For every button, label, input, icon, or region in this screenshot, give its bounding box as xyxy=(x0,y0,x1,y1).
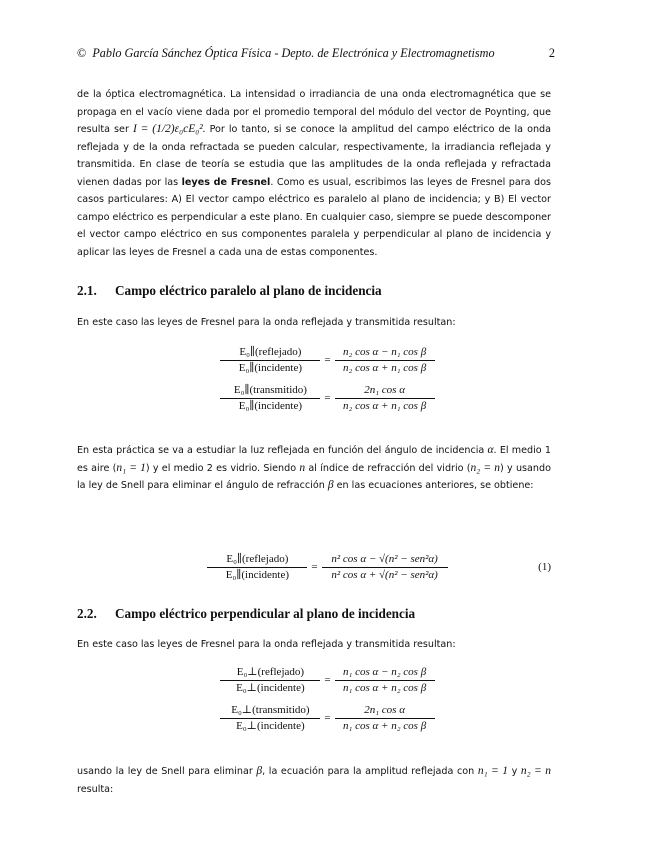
fraction-denominator: n² cos α + √(n² − sen²α) xyxy=(331,568,438,581)
fraction xyxy=(220,703,320,734)
irradiance-formula: I = (1/2)ε₀cE₀². xyxy=(132,123,206,135)
section-title: Campo eléctrico paralelo al plano de incidencia xyxy=(115,283,382,298)
fraction-numerator: n₁ cos α − n₂ cos β xyxy=(343,665,427,678)
fraction-numerator: E₀∥(transmitido) xyxy=(233,383,307,396)
fraction-denominator: E₀⊥(incidente) xyxy=(236,719,305,732)
fraction xyxy=(322,552,448,583)
section-title: Campo eléctrico perpendicular al plano de incidencia xyxy=(115,606,416,621)
fraction-numerator: n₂ cos α − n₁ cos β xyxy=(343,345,427,358)
equation-number: (1) xyxy=(538,561,551,573)
section-heading-parallel xyxy=(77,283,551,299)
fraction xyxy=(335,665,435,696)
math-n1: n₁ = 1 xyxy=(116,461,146,474)
section1-paragraph-2 xyxy=(77,442,551,495)
header-text xyxy=(77,46,495,61)
intro-text-3: . Como es usual, escribimos las leyes de Fresnel para dos casos particulares: A) El vector campo eléctrico es paralelo al plano de incidencia; y B) El vector campo eléctrico es perpendicular a este plano. En cualquier caso, siempre se puede descomponer el vector campo eléctrico en sus componentes paralela y perpendicular al plano de incidencia y aplicar las leyes de Fresnel a cada una de estas componentes. xyxy=(77,176,551,258)
running-header xyxy=(77,46,555,61)
equation-1 xyxy=(0,548,655,586)
fresnel-perpendicular-equations xyxy=(0,661,655,737)
fraction xyxy=(335,703,435,734)
fraction-denominator: n₂ cos α + n₁ cos β xyxy=(343,361,427,374)
math-beta: β xyxy=(256,765,263,777)
intro-paragraph xyxy=(77,86,551,261)
fraction xyxy=(335,383,435,414)
math-n: n xyxy=(299,461,306,474)
copyright-symbol: © xyxy=(77,46,87,60)
equals-sign: = xyxy=(324,674,331,686)
section-heading-perpendicular xyxy=(77,606,551,622)
fraction-numerator: E₀∥(reflejado) xyxy=(239,345,302,358)
text: En esta práctica se va a estudiar la luz reflejada en función del ángulo de incidencia xyxy=(77,445,488,456)
section2-paragraph-2 xyxy=(77,763,551,798)
fraction-numerator: n² cos α − √(n² − sen²α) xyxy=(331,552,438,565)
section1-intro: En este caso las leyes de Fresnel para la onda reflejada y transmitida resultan: xyxy=(77,317,456,328)
fraction-denominator: n₁ cos α + n₂ cos β xyxy=(343,719,427,732)
fraction xyxy=(220,665,320,696)
equals-sign: = xyxy=(324,392,331,404)
fraction-numerator: 2n₁ cos α xyxy=(364,703,405,716)
fraction-numerator: E₀⊥(reflejado) xyxy=(236,665,305,678)
section-number: 2.1. xyxy=(77,283,97,298)
fraction-numerator: E₀∥(reflejado) xyxy=(226,552,289,565)
math-n2: n₂ = n xyxy=(470,461,500,474)
section-number: 2.2. xyxy=(77,606,97,621)
equation-row xyxy=(0,661,655,699)
page-number: 2 xyxy=(548,46,555,60)
fraction xyxy=(220,345,320,376)
fraction-denominator: n₁ cos α + n₂ cos β xyxy=(343,681,427,694)
text: , la ecuación para la amplitud reflejada con xyxy=(262,766,478,777)
fraction xyxy=(220,383,320,414)
fraction-denominator: n₂ cos α + n₁ cos β xyxy=(343,399,427,412)
intro-text-1: de la óptica electromagnética. La intensidad o irradiancia de una onda electromagnética que se propaga en el vacío viene dada por el promedio temporal del módulo del vector de Poynting, que resulta ser xyxy=(77,89,551,135)
fraction-denominator: E₀⊥(incidente) xyxy=(236,681,305,694)
fraction-numerator: 2n₁ cos α xyxy=(364,383,405,396)
text: usando la ley de Snell para eliminar xyxy=(77,766,257,777)
fraction-denominator: E₀∥(incidente) xyxy=(238,361,303,374)
equals-sign: = xyxy=(311,561,318,573)
fraction-denominator: E₀∥(incidente) xyxy=(238,399,303,412)
fresnel-parallel-equations xyxy=(0,341,655,417)
text: al índice de refracción del vidrio ( xyxy=(305,462,471,474)
text: resulta: xyxy=(77,783,114,795)
equation-row xyxy=(0,699,655,737)
text: . El medio 1 es aire ( xyxy=(77,445,551,474)
text: en las ecuaciones anteriores, se obtiene: xyxy=(333,480,534,491)
equation-row xyxy=(0,341,655,379)
fraction xyxy=(207,552,307,583)
text: y xyxy=(507,766,521,777)
math-beta: β xyxy=(327,479,334,491)
text: ) y el medio 2 es vidrio. Siendo xyxy=(145,462,300,474)
equation-row xyxy=(0,548,655,586)
section2-intro: En este caso las leyes de Fresnel para la onda reflejada y transmitida resultan: xyxy=(77,639,456,650)
equals-sign: = xyxy=(324,354,331,366)
intro-text-2: Por lo tanto, si se conoce la amplitud del campo eléctrico de la onda reflejada y de la onda refractada se pueden calcular, respectivamente, la irradiancia reflejada y transmitida. En clase de teoría se estudia que las amplitudes de la onda reflejada y refractada vienen dadas por las xyxy=(77,124,551,188)
equation-row xyxy=(0,379,655,417)
text: ) y usando la ley de Snell para eliminar el ángulo de refracción xyxy=(77,462,551,491)
fraction-denominator: E₀∥(incidente) xyxy=(225,568,290,581)
fresnel-laws-bold: leyes de Fresnel xyxy=(181,176,271,188)
math-n2: n₂ = n xyxy=(520,765,551,777)
math-n1: n₁ = 1 xyxy=(477,765,508,777)
header-author-title: Pablo García Sánchez Óptica Física - Depto. de Electrónica y Electromagnetismo xyxy=(92,46,495,60)
fraction-numerator: E₀⊥(transmitido) xyxy=(231,703,310,716)
fraction xyxy=(335,345,435,376)
equals-sign: = xyxy=(324,712,331,724)
math-alpha: α xyxy=(487,444,494,456)
